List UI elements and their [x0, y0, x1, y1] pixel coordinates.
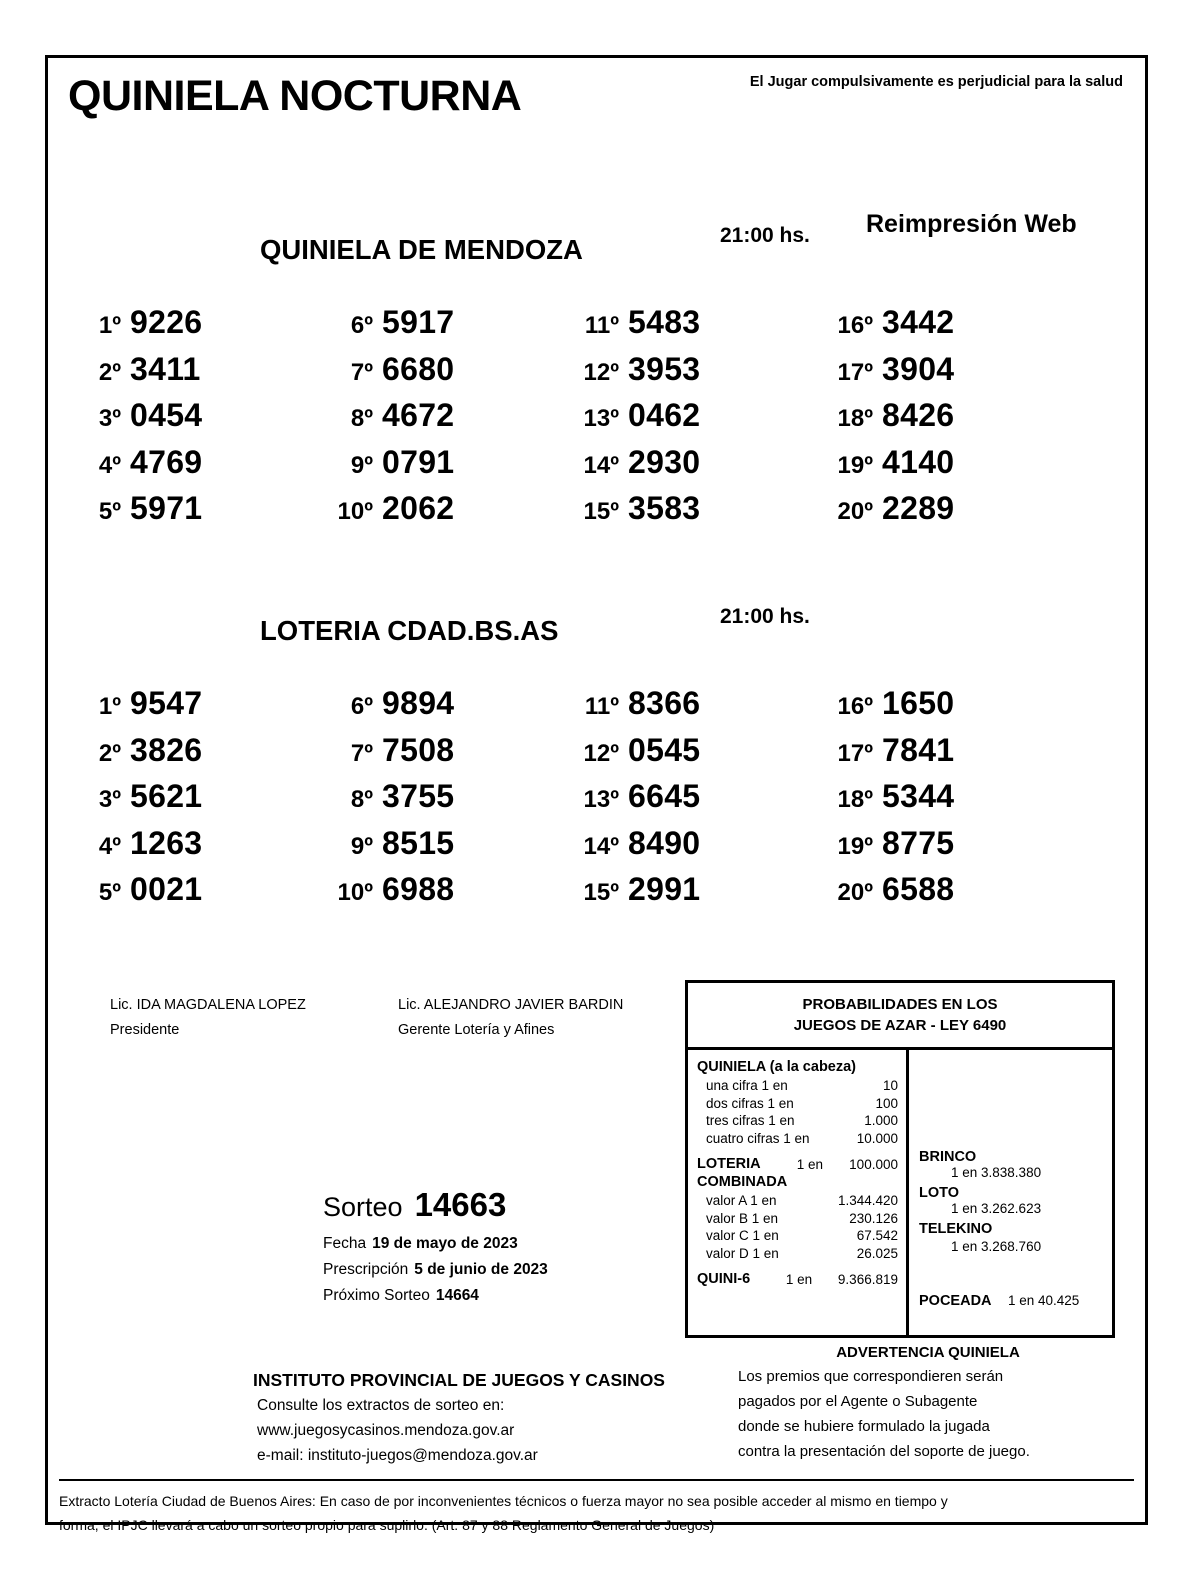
quini6-label: QUINI-6 — [697, 1271, 751, 1287]
result-position: 1º — [98, 312, 121, 339]
result-row — [566, 397, 816, 444]
probability-value: 1.000 — [864, 1113, 898, 1128]
probability-label: tres cifras 1 en — [706, 1113, 795, 1128]
result-position: 4º — [98, 832, 121, 860]
probability-value: 10.000 — [856, 1130, 898, 1146]
result-row — [566, 444, 816, 491]
result-number: 8515 — [382, 824, 455, 861]
section-title-mendoza: QUINIELA DE MENDOZA — [260, 234, 583, 265]
signature-role: Gerente Lotería y Afines — [398, 1022, 555, 1038]
result-position: 2º — [98, 739, 121, 767]
result-number: 0462 — [628, 397, 701, 433]
result-number: 3904 — [882, 350, 955, 387]
loteria-probability-row — [697, 1155, 898, 1174]
result-position: 8º — [350, 786, 373, 813]
loteria-value: 100.000 — [849, 1157, 898, 1172]
result-position: 9º — [350, 451, 373, 479]
signature-name: Lic. IDA MAGDALENA LOPEZ — [110, 997, 306, 1013]
result-number: 2062 — [382, 490, 455, 526]
result-row — [320, 304, 570, 351]
probability-row — [697, 1112, 898, 1130]
game-odds: 1 en 3.262.623 — [951, 1201, 1042, 1216]
result-number: 9547 — [130, 685, 203, 721]
signature-president — [110, 993, 306, 1043]
result-position: 6º — [350, 312, 373, 339]
results-column-2 — [320, 685, 570, 918]
result-row — [320, 732, 570, 779]
result-row — [68, 490, 318, 537]
results-column-1 — [68, 685, 318, 918]
results-grid-mendoza — [48, 304, 1145, 554]
probability-row — [697, 1245, 898, 1263]
institute-title: INSTITUTO PROVINCIAL DE JUEGOS Y CASINOS — [253, 1370, 665, 1390]
institute-consult-line: Consulte los extractos de sorteo en: — [257, 1397, 505, 1414]
probability-row — [697, 1227, 898, 1245]
result-number: 5621 — [130, 778, 203, 814]
result-number: 8775 — [882, 824, 955, 861]
probability-label: valor D 1 en — [706, 1245, 779, 1261]
page-title: QUINIELA NOCTURNA — [68, 72, 522, 120]
sorteo-fecha — [323, 1231, 703, 1257]
result-position: 15º — [583, 498, 619, 525]
result-number: 0545 — [628, 731, 701, 768]
game-probability-loto — [919, 1184, 1104, 1216]
result-row — [320, 351, 570, 398]
result-number: 9894 — [382, 685, 455, 721]
probability-label: valor B 1 en — [706, 1210, 779, 1226]
probabilities-left-column — [688, 1050, 909, 1338]
result-number: 6645 — [628, 778, 701, 814]
result-row — [820, 825, 1070, 872]
prescripcion-label: Prescripción — [323, 1261, 409, 1278]
advertencia-title: ADVERTENCIA QUINIELA — [836, 1344, 1020, 1361]
result-row — [68, 732, 318, 779]
game-odds: 1 en 40.425 — [1007, 1293, 1080, 1308]
result-position: 15º — [583, 879, 619, 906]
results-column-4 — [820, 685, 1070, 918]
result-position: 1º — [98, 693, 121, 720]
result-row — [68, 397, 318, 444]
game-odds: 1 en 3.838.380 — [951, 1165, 1042, 1180]
result-row — [68, 871, 318, 918]
result-position: 5º — [98, 879, 121, 906]
result-row — [320, 685, 570, 732]
result-position: 3º — [98, 405, 121, 432]
result-position: 6º — [350, 693, 373, 720]
result-position: 13º — [583, 405, 619, 432]
result-position: 4º — [98, 451, 121, 479]
result-row — [320, 490, 570, 537]
result-position: 12º — [583, 739, 619, 767]
institute-block — [253, 1370, 723, 1468]
probabilities-box — [685, 980, 1115, 1338]
footer-note — [59, 1479, 1134, 1537]
result-number: 6680 — [382, 350, 455, 387]
result-number: 3755 — [382, 778, 455, 814]
result-row — [566, 871, 816, 918]
results-grid-loteria — [48, 685, 1145, 935]
result-number: 8366 — [628, 685, 701, 721]
result-row — [68, 685, 318, 732]
result-number: 5483 — [628, 304, 701, 340]
result-row — [820, 397, 1070, 444]
result-row — [820, 304, 1070, 351]
result-row — [68, 444, 318, 491]
section-title-loteria: LOTERIA CDAD.BS.AS — [260, 615, 559, 646]
results-column-3 — [566, 304, 816, 537]
game-probability-poceada — [919, 1292, 1104, 1310]
result-number: 2930 — [628, 443, 701, 480]
game-probability-telekino — [919, 1220, 1104, 1254]
result-position: 14º — [583, 832, 619, 860]
result-row — [820, 871, 1070, 918]
results-column-4 — [820, 304, 1070, 537]
advertencia-line: donde se hubiere formulado la jugada — [738, 1418, 990, 1435]
result-position: 20º — [837, 879, 873, 906]
result-row — [566, 685, 816, 732]
result-row — [820, 490, 1070, 537]
result-position: 3º — [98, 786, 121, 813]
result-number: 1263 — [130, 824, 203, 861]
institute-email[interactable]: e-mail: instituto-juegos@mendoza.gov.ar — [257, 1447, 538, 1464]
result-number: 7841 — [882, 731, 955, 768]
result-number: 3411 — [130, 350, 201, 387]
footer-line: Extracto Lotería Ciudad de Buenos Aires: En caso de por inconvenientes técnicos o fuerza mayor no sea posible acceder al mismo en tiempo y — [59, 1493, 948, 1509]
result-row — [566, 351, 816, 398]
result-number: 5917 — [382, 304, 455, 340]
result-number: 0021 — [130, 871, 203, 907]
gambling-warning-text: El Jugar compulsivamente es perjudicial para la salud — [749, 74, 1123, 90]
probability-value: 1.344.420 — [837, 1193, 898, 1208]
footer-line: forma, el IPJC llevará a cabo un sorteo propio para suplirlo. (Art. 87 y 88 Reglamento General de Juegos) — [59, 1517, 715, 1533]
prescripcion-value: 5 de junio de 2023 — [414, 1261, 548, 1278]
fecha-value: 19 de mayo de 2023 — [372, 1235, 518, 1252]
probabilities-right-column — [909, 1050, 1112, 1338]
game-name: TELEKINO — [919, 1221, 993, 1237]
result-number: 1650 — [882, 685, 955, 721]
probability-value: 230.126 — [849, 1210, 898, 1226]
result-position: 7º — [350, 739, 373, 767]
result-position: 2º — [98, 358, 121, 386]
result-row — [820, 732, 1070, 779]
result-position: 10º — [337, 498, 373, 525]
result-position: 17º — [837, 739, 873, 767]
probability-row — [697, 1192, 898, 1210]
result-position: 8º — [350, 405, 373, 432]
result-position: 7º — [350, 358, 373, 386]
probabilities-title — [688, 983, 1112, 1050]
result-number: 9226 — [130, 304, 203, 340]
probabilities-title-line-2: JUEGOS DE AZAR - LEY 6490 — [793, 1017, 1007, 1034]
result-position: 11º — [584, 693, 619, 720]
result-position: 16º — [837, 693, 873, 720]
quini6-probability-row — [697, 1270, 898, 1289]
probabilities-body — [688, 1050, 1112, 1338]
signature-name: Lic. ALEJANDRO JAVIER BARDIN — [398, 997, 624, 1013]
result-number: 4140 — [882, 443, 955, 480]
sorteo-info-block — [323, 1186, 703, 1309]
result-position: 10º — [337, 879, 373, 906]
probability-value: 10 — [882, 1078, 898, 1093]
result-number: 2289 — [882, 490, 955, 526]
result-position: 9º — [350, 832, 373, 860]
probability-label: dos cifras 1 en — [706, 1095, 794, 1111]
result-position: 11º — [584, 312, 619, 339]
quini6-mid: 1 en — [785, 1272, 813, 1287]
section-time-loteria: 21:00 hs. — [720, 605, 810, 628]
result-number: 6588 — [882, 871, 955, 907]
result-position: 12º — [583, 358, 619, 386]
probability-label: cuatro cifras 1 en — [706, 1130, 810, 1146]
results-column-2 — [320, 304, 570, 537]
game-odds: 1 en 3.268.760 — [951, 1239, 1042, 1254]
result-number: 8426 — [882, 397, 955, 433]
quini6-value: 9.366.819 — [837, 1272, 898, 1287]
quiniela-group-title: QUINIELA (a la cabeza) — [697, 1059, 857, 1075]
result-position: 14º — [583, 451, 619, 479]
result-position: 13º — [583, 786, 619, 813]
loteria-mid: 1 en — [796, 1157, 824, 1172]
probability-value: 100 — [875, 1095, 898, 1111]
signature-role: Presidente — [110, 1022, 180, 1038]
loteria-label: LOTERIA — [697, 1156, 761, 1172]
advertencia-block — [738, 1344, 1118, 1464]
result-row — [320, 778, 570, 825]
result-row — [820, 778, 1070, 825]
combinada-group-title: COMBINADA — [697, 1174, 788, 1190]
probability-row — [697, 1077, 898, 1095]
result-position: 18º — [837, 786, 873, 813]
sorteo-proximo — [323, 1283, 703, 1309]
result-row — [68, 351, 318, 398]
result-position: 16º — [837, 312, 873, 339]
probabilities-title-line-1: PROBABILIDADES EN LOS — [802, 996, 998, 1013]
result-row — [566, 304, 816, 351]
sorteo-number: 14663 — [414, 1186, 507, 1223]
result-number: 0454 — [130, 397, 203, 433]
result-number: 5971 — [130, 490, 203, 526]
advertencia-line: pagados por el Agente o Subagente — [738, 1393, 978, 1410]
result-position: 19º — [837, 451, 873, 479]
probability-label: una cifra 1 en — [706, 1078, 788, 1093]
reimpresion-web-label: Reimpresión Web — [866, 210, 1077, 238]
game-name: LOTO — [919, 1185, 960, 1201]
result-row — [566, 778, 816, 825]
result-position: 19º — [837, 832, 873, 860]
probability-row — [697, 1095, 898, 1113]
result-position: 17º — [837, 358, 873, 386]
result-row — [320, 825, 570, 872]
result-row — [320, 397, 570, 444]
result-row — [820, 685, 1070, 732]
institute-website[interactable]: www.juegosycasinos.mendoza.gov.ar — [257, 1422, 515, 1439]
result-number: 7508 — [382, 731, 455, 768]
lottery-ticket-frame — [45, 55, 1148, 1533]
fecha-label: Fecha — [323, 1235, 367, 1252]
result-number: 5344 — [882, 778, 955, 814]
sorteo-label: Sorteo — [323, 1192, 403, 1222]
advertencia-line: contra la presentación del soporte de juego. — [738, 1443, 1030, 1460]
result-number: 3583 — [628, 490, 701, 526]
result-number: 2991 — [628, 871, 701, 907]
probability-label: valor C 1 en — [706, 1228, 779, 1243]
result-row — [68, 778, 318, 825]
result-number: 6988 — [382, 871, 455, 907]
result-position: 5º — [98, 498, 121, 525]
signature-manager — [398, 993, 623, 1043]
result-position: 18º — [837, 405, 873, 432]
probability-row — [697, 1130, 898, 1148]
proximo-label: Próximo Sorteo — [323, 1287, 430, 1304]
result-number: 3826 — [130, 731, 203, 768]
probability-row — [697, 1210, 898, 1228]
result-row — [320, 871, 570, 918]
advertencia-line: Los premios que correspondieren serán — [738, 1368, 1004, 1385]
section-header — [48, 605, 1145, 661]
result-number: 3442 — [882, 304, 955, 340]
result-number: 4672 — [382, 397, 455, 433]
results-column-3 — [566, 685, 816, 918]
draw-section-loteria-caba — [48, 605, 1145, 935]
result-number: 3953 — [628, 350, 701, 387]
game-probability-brinco — [919, 1148, 1104, 1180]
result-number: 0791 — [382, 443, 455, 480]
result-row — [566, 825, 816, 872]
game-name: POCEADA — [919, 1293, 992, 1309]
result-number: 4769 — [130, 443, 203, 480]
result-row — [68, 304, 318, 351]
result-row — [320, 444, 570, 491]
sorteo-prescripcion — [323, 1257, 703, 1283]
probability-value: 67.542 — [856, 1228, 898, 1243]
result-position: 20º — [837, 498, 873, 525]
result-number: 8490 — [628, 824, 701, 861]
probability-value: 26.025 — [856, 1245, 898, 1261]
results-column-1 — [68, 304, 318, 537]
result-row — [820, 351, 1070, 398]
result-row — [820, 444, 1070, 491]
sorteo-heading — [323, 1186, 703, 1224]
probability-label: valor A 1 en — [706, 1193, 777, 1208]
proximo-value: 14664 — [435, 1287, 479, 1304]
game-name: BRINCO — [919, 1149, 977, 1165]
result-row — [68, 825, 318, 872]
result-row — [566, 490, 816, 537]
section-time-mendoza: 21:00 hs. — [720, 224, 810, 247]
result-row — [566, 732, 816, 779]
